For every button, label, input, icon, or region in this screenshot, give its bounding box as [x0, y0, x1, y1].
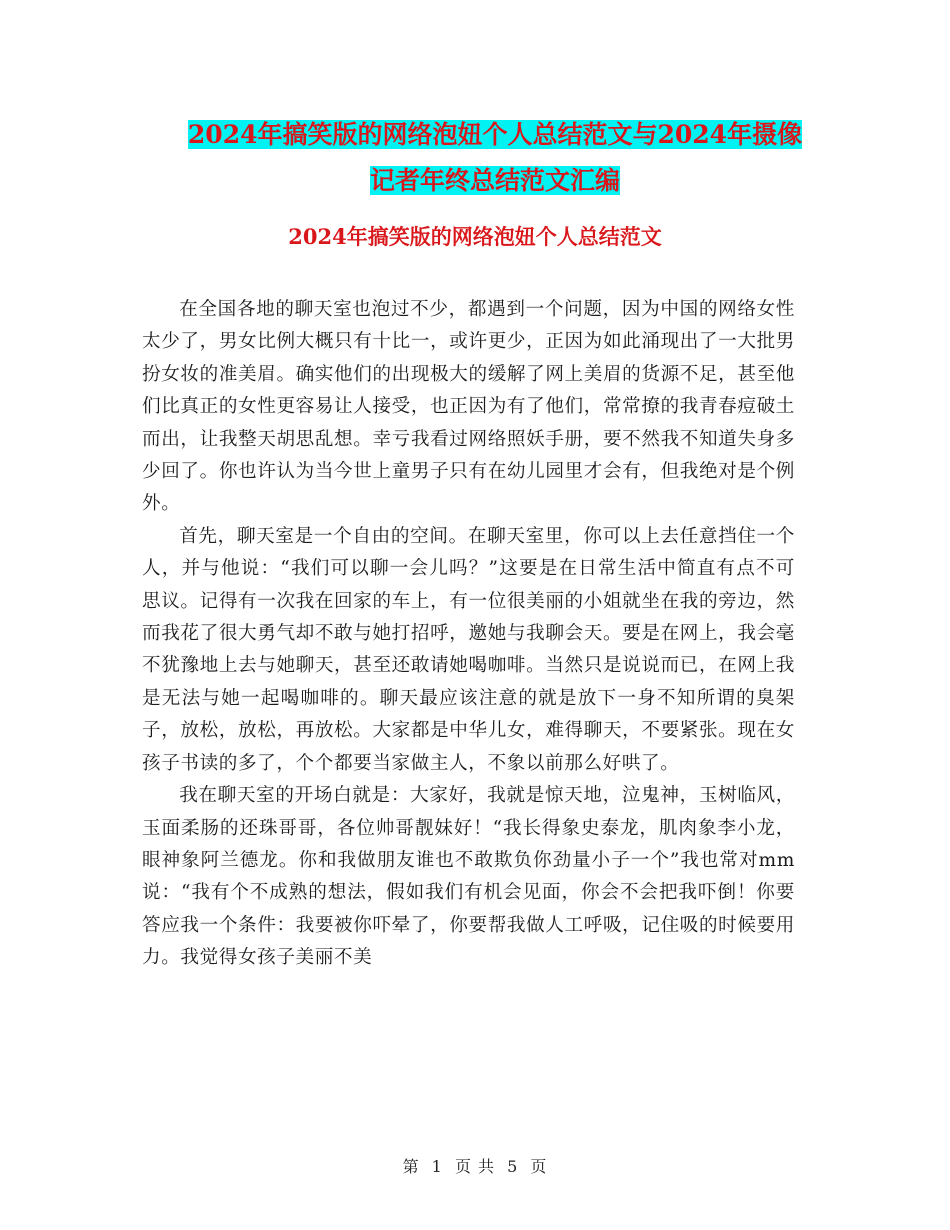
- page-number-current: 1: [431, 1157, 443, 1176]
- page-number-total: 5: [507, 1157, 519, 1176]
- page-footer: [0, 1154, 950, 1177]
- section-title: 2024年搞笑版的网络泡妞个人总结范文: [288, 224, 662, 249]
- page-label-suffix: 页: [530, 1157, 548, 1176]
- document-title-line-1: 2024年搞笑版的网络泡妞个人总结范文与2024年摄像: [187, 120, 803, 149]
- paragraph: 在全国各地的聊天室也泡过不少，都遇到一个问题，因为中国的网络女性太少了，男女比例大概只有十比一，或许更少，正因为如此涌现出了一大批男扮女妆的准美眉。确实他们的出现极大的缓解了网上美眉的货源不足，甚至他们比真正的女性更容易让人接受，也正因为有了他们，常常撩的我青春痘破土而出，让我整天胡思乱想。幸亏我看过网络照妖手册，要不然我不知道失身多少回了。你也许认为当今世上童男子只有在幼儿园里才会有，但我绝对是个例外。: [142, 299, 795, 515]
- paragraph: 首先，聊天室是一个自由的空间。在聊天室里，你可以上去任意挡住一个人，并与他说：“我们可以聊一会儿吗？”这要是在日常生活中简直有点不可思议。记得有一次我在回家的车上，有一位很美丽的小姐就坐在我的旁边，然而我花了很大勇气却不敢与她打招呼，邀她与我聊会天。要是在网上，我会毫不犹豫地上去与她聊天，甚至还敢请她喝咖啡。当然只是说说而已，在网上我是无法与她一起喝咖啡的。聊天最应该注意的就是放下一身不知所谓的臭架子，放松，放松，再放松。大家都是中华儿女，难得聊天，不要紧张。现在女孩子书读的多了，个个都要当家做主人，不象以前那么好哄了。: [142, 525, 795, 774]
- document-body: [142, 294, 795, 975]
- document-title-line-2: 记者年终总结范文汇编: [369, 166, 620, 195]
- document-title: [140, 112, 850, 204]
- page-label-prefix: 第: [402, 1157, 420, 1176]
- page-label-mid: 页 共: [454, 1157, 496, 1176]
- paragraph: 我在聊天室的开场白就是：大家好，我就是惊天地，泣鬼神，玉树临风，玉面柔肠的还珠哥哥，各位帅哥靓妹好！“我长得象史泰龙，肌肉象李小龙，眼神象阿兰德龙。你和我做朋友谁也不敢欺负你劲量小子一个”我也常对mm说：“我有个不成熟的想法，假如我们有机会见面，你会不会把我吓倒！你要答应我一个条件：我要被你吓晕了，你要帮我做人工呼吸，记住吸的时候要用力。我觉得女孩子美丽不美: [142, 785, 795, 969]
